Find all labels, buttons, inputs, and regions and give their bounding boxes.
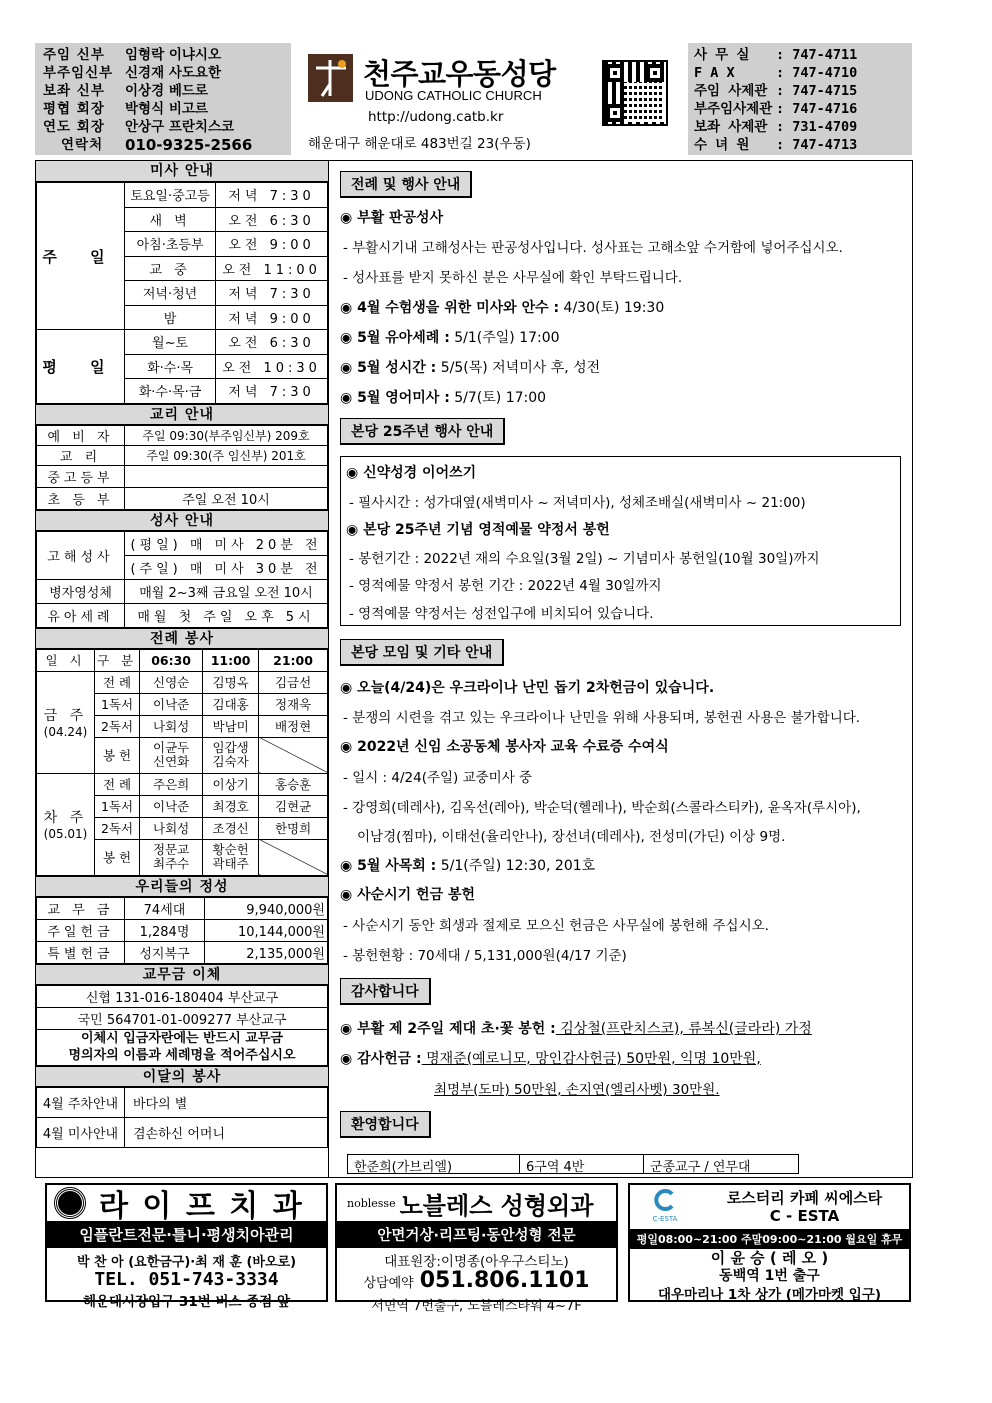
monthly-service-table	[36, 1087, 328, 1148]
notice-item-value: 5/7(토) 17:00	[449, 390, 547, 406]
ad-location: 대우마리나 1차 상가 (메가마켓 입구)	[657, 1287, 882, 1303]
staff-role: 보좌 신부	[43, 83, 105, 99]
contact-number: : 747-4715	[776, 83, 858, 99]
mass-name: 토요일·중고등	[125, 183, 216, 208]
liturgy-header: 일 시	[37, 649, 95, 671]
server-name: 이낙준	[140, 693, 203, 715]
monthly-service-label: 4월 주차안내	[37, 1087, 125, 1117]
liturgy-section-title: 전례 봉사	[36, 628, 328, 649]
contact-number: : 747-4711	[776, 47, 858, 63]
server-name: 주은희	[140, 773, 203, 795]
mass-time: 오전 9:00	[216, 232, 328, 257]
offering-count: 성지복구	[125, 941, 205, 963]
mass-time: 오전 11:00	[216, 256, 328, 281]
offering-table	[36, 897, 328, 964]
offering-label: 주일헌금	[37, 919, 125, 941]
offering-label: 특별헌금	[37, 941, 125, 963]
mass-name: 화·수·목	[125, 354, 216, 379]
week-date: (05.01)	[43, 827, 88, 841]
ad-owner: 이 윤 승 ( 레 오 )	[710, 1249, 829, 1267]
church-logo-icon	[308, 54, 353, 102]
monthly-service-value: 바다의 별	[125, 1087, 328, 1117]
cafe-logo-text: C-ESTA	[652, 1215, 678, 1223]
notice-item-value: 5/1(주일) 17:00	[449, 330, 560, 346]
church-name: 천주교우동성당	[363, 57, 556, 91]
server-name: 황순헌 곽태주	[203, 839, 259, 875]
mass-name: 새 벽	[125, 207, 216, 232]
bank-account: 신협 131-016-180404 부산교구	[37, 985, 328, 1007]
server-name: 박남미	[203, 715, 259, 737]
ad-noblesse-clinic	[335, 1183, 618, 1314]
ad-location: 서면역 7번출구, 노블레스타워 4~7F	[371, 1299, 582, 1314]
server-name: 김명옥	[203, 671, 259, 693]
notice-detail: - 영적예물 약정서 봉헌 기간 : 2022년 4월 30일까지	[349, 578, 662, 594]
doctrine-section-title: 교리 안내	[36, 404, 328, 425]
contact-label: 주임 사제관	[694, 83, 768, 99]
role-label: 2독서	[95, 715, 140, 737]
ad-phone-label: 상담예약	[363, 1276, 414, 1291]
server-name: 조경신	[203, 817, 259, 839]
contact-label: 수 녀 원	[694, 137, 750, 153]
mass-section-title: 미사 안내	[36, 161, 328, 182]
weekday-label: 평 일	[37, 330, 125, 404]
notice-item	[340, 297, 664, 317]
server-name: 이낙준	[140, 795, 203, 817]
ad-doctors: 박 찬 아 (요한금구)·최 재 훈 (바오로)	[76, 1255, 297, 1270]
monthly-service-title: 이달의 봉사	[36, 1066, 328, 1087]
transfer-table	[36, 985, 328, 1066]
tab-parish-meetings: 본당 모임 및 기타 안내	[340, 639, 504, 666]
contact-label: 사 무 실	[694, 47, 750, 63]
notice-item-value: 5/5(목) 저녁미사 후, 성전	[436, 360, 601, 376]
server-name: 정재욱	[259, 693, 328, 715]
role-label: 2독서	[95, 817, 140, 839]
notice-detail: - 봉헌현황 : 70세대 / 5,131,000원(4/17 기준)	[343, 948, 627, 964]
server-name: 김대홍	[203, 693, 259, 715]
role-label: 봉 헌	[95, 737, 140, 773]
sick-communion-time: 매월 2~3째 금요일 오전 10시	[125, 579, 328, 603]
week-this	[37, 671, 95, 773]
server-name: 한명희	[259, 817, 328, 839]
confession-label: 고해성사	[37, 531, 125, 579]
tab-25th-anniversary: 본당 25주년 행사 안내	[340, 418, 505, 445]
tab-thanks: 감사합니다	[340, 978, 431, 1005]
mass-name: 화·수·목·금	[125, 379, 216, 404]
liturgy-header: 구 분	[95, 649, 140, 671]
contact-label: 부주임사제관	[694, 101, 773, 117]
server-name: 배정현	[259, 715, 328, 737]
staff-role: 연락처	[61, 137, 104, 153]
mass-name: 교 중	[125, 256, 216, 281]
empty-slash-cell	[259, 737, 328, 773]
offering-count: 1,284명	[125, 919, 205, 941]
offering-section-title: 우리들의 정성	[36, 876, 328, 897]
notice-detail: - 성사표를 받지 못하신 분은 사무실에 확인 부탁드립니다.	[343, 270, 683, 286]
server-name: 김금선	[259, 671, 328, 693]
liturgy-service-table	[36, 649, 328, 876]
offering-amount: 10,144,000원	[205, 919, 328, 941]
staff-role: 연도 회장	[43, 119, 105, 135]
sunday-label: 주 일	[37, 183, 125, 330]
liturgy-header: 21:00	[259, 649, 328, 671]
ad-tagline: 임플란트전문·틀니·평생치아관리	[47, 1221, 326, 1248]
notice-item-title: ◉ 5월 성시간 :	[340, 360, 437, 376]
liturgy-header: 06:30	[140, 649, 203, 671]
doctrine-value: 주일 09:30(부주임신부) 209호	[125, 425, 328, 445]
role-label: 봉 헌	[95, 839, 140, 875]
notice-item: ◉ 본당 25주년 기념 영적예물 약정서 봉헌	[346, 522, 610, 538]
left-info-column	[35, 160, 329, 1178]
role-label: 1독서	[95, 693, 140, 715]
ad-doctor: 대표원장:이명종(아우구스티노)	[384, 1254, 569, 1270]
notice-detail: - 부활시기내 고해성사는 판공성사입니다. 성사표는 고해소앞 수거함에 넣어주십시오.	[343, 240, 843, 256]
ad-brand-logo: noblesse	[347, 1196, 396, 1210]
mass-name: 저녁·청년	[125, 281, 216, 306]
mass-time: 저녁 7:30	[216, 281, 328, 306]
contact-phone: 010-9325-2566	[125, 136, 253, 154]
contact-number: : 747-4716	[776, 101, 858, 117]
ad-cafe-name: 로스터리 카페 씨에스타	[726, 1189, 883, 1207]
server-name: 홍승훈	[259, 773, 328, 795]
ad-subway: 동백역 1번 출구	[719, 1268, 820, 1284]
notice-item	[340, 1018, 812, 1038]
sacrament-section-title: 성사 안내	[36, 510, 328, 531]
notice-item-title: ◉ 5월 사목회 :	[340, 858, 437, 874]
notice-item-title: ◉ 5월 유아세례 :	[340, 330, 450, 346]
doctrine-label: 예 비 자	[37, 425, 125, 445]
mass-time: 저녁 7:30	[216, 379, 328, 404]
server-name: 정문교 최주수	[140, 839, 203, 875]
ad-tagline: 안면거상·리프팅·동안성형 전문	[337, 1221, 616, 1248]
ad-location: 해운대시장입구 31번 버스 종점 앞	[82, 1294, 291, 1310]
offering-amount: 2,135,000원	[205, 941, 328, 963]
notice-item-value: 명재준(예로니모, 망인감사헌금) 50만원, 익명 10만원,	[421, 1051, 761, 1067]
contact-label: F A X	[694, 65, 735, 81]
mass-time: 오전 6:30	[216, 207, 328, 232]
notice-detail: - 봉헌기간 : 2022년 재의 수요일(3월 2일) ~ 기념미사 봉헌일(10월 30일)까지	[349, 551, 820, 567]
doctrine-label: 중고등부	[37, 465, 125, 487]
infant-baptism-time: 매월 첫 주일 오후 5시	[125, 603, 328, 627]
ad-clinic-name: 라 이 프 치 과	[99, 1189, 304, 1224]
ad-phone: 051.806.1101	[419, 1268, 590, 1293]
server-name: 나회성	[140, 817, 203, 839]
notice-item	[340, 1048, 761, 1068]
staff-role: 주임 신부	[43, 47, 105, 63]
mass-time: 오전 6:30	[216, 330, 328, 355]
contact-number: : 747-4713	[776, 137, 858, 153]
contact-number: : 747-4710	[776, 65, 858, 81]
week-next	[37, 773, 95, 875]
role-label: 전 례	[95, 773, 140, 795]
notice-item-title: ◉ 감사헌금 :	[340, 1051, 422, 1067]
dental-logo-icon	[55, 1188, 85, 1218]
church-url[interactable]: http://udong.catb.kr	[368, 109, 504, 125]
notice-detail: - 일시 : 4/24(주일) 교중미사 중	[343, 770, 533, 786]
right-notice-column	[329, 160, 913, 1178]
newcomer-district: 6구역 4반	[520, 1155, 644, 1173]
notice-item	[340, 357, 600, 377]
monthly-service-label: 4월 미사안내	[37, 1117, 125, 1147]
mass-name: 월~토	[125, 330, 216, 355]
notice-detail: - 사순시기 동안 희생과 절제로 모으신 헌금은 사무실에 봉헌해 주십시오.	[343, 918, 769, 934]
notice-item-value: 김상철(프란치스코), 류복신(글라라) 가정	[555, 1021, 812, 1037]
ad-clinic-name: 노블레스 성형외과	[399, 1191, 594, 1220]
server-name: 임갑생 김숙자	[203, 737, 259, 773]
staff-name: 신경재 사도요한	[125, 65, 221, 81]
contact-panel	[688, 43, 912, 155]
notice-detail: - 강영희(데레사), 김옥선(레아), 박순덕(헬레나), 박순희(스콜라스티카), 윤옥자(루시아),	[343, 800, 861, 816]
infant-baptism-label: 유아세례	[37, 603, 125, 627]
server-name: 신영순	[140, 671, 203, 693]
empty-slash-cell	[259, 839, 328, 875]
notice-detail: - 분쟁의 시련을 겪고 있는 우크라이나 난민을 위해 사용되며, 봉헌권 사용은 불가합니다.	[343, 710, 861, 726]
mass-schedule-table	[36, 182, 328, 404]
ad-cesta-cafe	[628, 1183, 911, 1302]
church-name-english: UDONG CATHOLIC CHURCH	[365, 88, 542, 103]
ad-hours: 평일08:00~21:00 주말09:00~21:00 월요일 휴무	[630, 1229, 909, 1249]
notice-item: ◉ 오늘(4/24)은 우크라이나 난민 돕기 2차헌금이 있습니다.	[340, 680, 715, 696]
server-name: 김현균	[259, 795, 328, 817]
notice-detail: 이남경(찜마), 이태선(율리안나), 장선녀(데레사), 전성미(가딘) 이상 9명.	[357, 829, 786, 845]
transfer-note: 이체시 입금자란에는 반드시 교무금 명의자의 이름과 세례명을 적어주십시오	[37, 1029, 328, 1065]
week-date: (04.24)	[43, 725, 88, 739]
sick-communion-label: 병자영성체	[37, 579, 125, 603]
transfer-section-title: 교무금 이체	[36, 964, 328, 985]
bank-account: 국민 564701-01-009277 부산교구	[37, 1007, 328, 1029]
doctrine-value	[125, 465, 328, 487]
notice-item-value: 4/30(토) 19:30	[559, 300, 665, 316]
role-label: 전 례	[95, 671, 140, 693]
contact-number: : 731-4709	[776, 119, 858, 135]
staff-role: 부주임신부	[43, 65, 114, 81]
mass-name: 아침·초등부	[125, 232, 216, 257]
notice-item-title: ◉ 4월 수험생을 위한 미사와 안수 :	[340, 300, 560, 316]
doctrine-table	[36, 425, 328, 510]
church-address: 해운대구 해운대로 483번길 23(우동)	[308, 136, 531, 152]
notice-item: ◉ 부활 판공성사	[340, 210, 444, 226]
newcomer-origin: 군종교구 / 연무대	[650, 1160, 751, 1175]
staff-panel	[35, 43, 291, 155]
notice-item	[340, 327, 560, 347]
notice-item-title: ◉ 5월 영어미사 :	[340, 390, 450, 406]
tab-welcome: 환영합니다	[340, 1111, 431, 1138]
contact-label: 보좌 사제관	[694, 119, 768, 135]
server-name: 최경호	[203, 795, 259, 817]
role-label: 1독서	[95, 795, 140, 817]
server-name: 이균두 신연화	[140, 737, 203, 773]
offering-count: 74세대	[125, 897, 205, 919]
doctrine-label: 교 리	[37, 445, 125, 465]
doctrine-value: 주일 09:30(주 임신부) 201호	[125, 445, 328, 465]
doctrine-value: 주일 오전 10시	[125, 487, 328, 509]
church-logo-block	[308, 46, 598, 156]
offering-amount: 9,940,000원	[205, 897, 328, 919]
ad-cafe-name-english: C - ESTA	[769, 1207, 840, 1225]
mass-time: 저녁 9:00	[216, 305, 328, 330]
cafe-logo-icon	[634, 1189, 696, 1225]
newcomer-name: 한준희(가브리엘)	[348, 1155, 520, 1173]
week-label: 금 주	[43, 708, 88, 724]
staff-name: 이상경 베드로	[125, 83, 208, 99]
sacrament-table	[36, 531, 328, 628]
notice-item	[340, 855, 595, 875]
week-label: 차 주	[43, 810, 88, 826]
tab-liturgy-events: 전례 및 행사 안내	[340, 171, 472, 198]
monthly-service-value: 겸손하신 어머니	[125, 1117, 328, 1147]
staff-name: 임형락 이냐시오	[125, 47, 221, 63]
doctrine-label: 초 등 부	[37, 487, 125, 509]
ad-life-dental	[45, 1183, 328, 1310]
anniversary-box	[340, 456, 901, 626]
notice-item: ◉ 신약성경 이어쓰기	[346, 465, 477, 481]
notice-detail: 최명부(도마) 50만원, 손지연(엘리사벳) 30만원.	[434, 1082, 720, 1098]
staff-role: 평협 회장	[43, 101, 105, 117]
confession-time: (평일) 매 미사 20분 전	[125, 531, 328, 555]
notice-item-value: 5/1(주일) 12:30, 201호	[436, 858, 596, 874]
qr-code-icon	[602, 60, 668, 126]
liturgy-header: 11:00	[203, 649, 259, 671]
mass-name: 밤	[125, 305, 216, 330]
mass-time: 저녁 7:30	[216, 183, 328, 208]
notice-item: ◉ 2022년 신임 소공동체 봉사자 교육 수료증 수여식	[340, 739, 669, 755]
ad-phone: TEL. 051-743-3334	[94, 1269, 279, 1290]
confession-time: (주일) 매 미사 30분 전	[125, 555, 328, 579]
notice-detail: - 필사시간 : 성가대옆(새벽미사 ~ 저녁미사), 성체조배실(새벽미사 ~ 21:00)	[349, 495, 806, 511]
staff-name: 박형식 비고르	[125, 101, 208, 117]
mass-time: 오전 10:30	[216, 354, 328, 379]
notice-item-title: ◉ 부활 제 2주일 제대 초·꽃 봉헌 :	[340, 1021, 556, 1037]
notice-item: ◉ 사순시기 헌금 봉헌	[340, 887, 476, 903]
server-name: 이상기	[203, 773, 259, 795]
notice-item	[340, 387, 546, 407]
notice-detail: - 영적예물 약정서는 성전입구에 비치되어 있습니다.	[349, 606, 654, 622]
staff-name: 안상구 프란치스코	[125, 119, 235, 135]
server-name: 나회성	[140, 715, 203, 737]
welcome-row	[347, 1154, 799, 1174]
offering-label: 교 무 금	[37, 897, 125, 919]
